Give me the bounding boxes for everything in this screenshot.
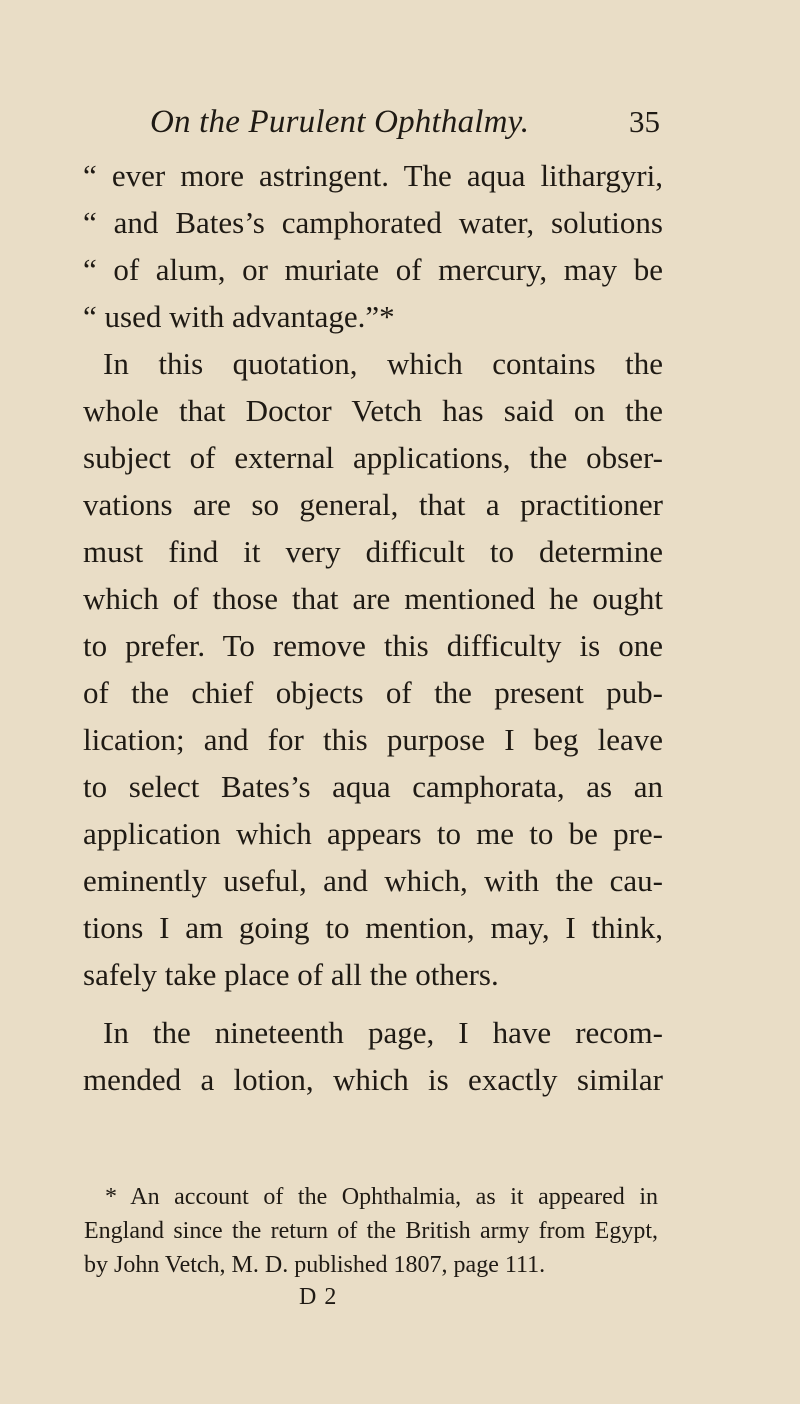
text-line: of the chief objects of the present pub-: [83, 675, 663, 710]
paragraph-gap: [83, 998, 663, 1009]
body-text: [83, 152, 663, 1103]
signature-mark: D 2: [299, 1284, 338, 1310]
footnote-line: by John Vetch, M. D. published 1807, page 111.: [84, 1252, 546, 1278]
text-line: In the nineteenth page, I have recom-: [103, 1015, 663, 1050]
text-line: “ of alum, or muriate of mercury, may be: [83, 252, 663, 287]
text-line: safely take place of all the others.: [83, 957, 499, 992]
text-line: tions I am going to mention, may, I think,: [83, 910, 663, 945]
footnote-line: England since the return of the British army from Egypt,: [84, 1218, 658, 1244]
text-line: eminently useful, and which, with the cau-: [83, 863, 663, 898]
text-line: “ ever more astringent. The aqua lithargyri,: [83, 158, 663, 193]
page-header: [150, 104, 660, 144]
text-line: In this quotation, which contains the: [103, 346, 663, 381]
running-title: On the Purulent Ophthalmy.: [150, 104, 530, 140]
text-line: “ used with advantage.”*: [83, 299, 395, 334]
text-line: which of those that are mentioned he ought: [83, 581, 663, 616]
text-line: application which appears to me to be pre-: [83, 816, 663, 851]
text-line: subject of external applications, the obser-: [83, 440, 663, 475]
text-line: vations are so general, that a practitioner: [83, 487, 663, 522]
text-line: “ and Bates’s camphorated water, solutions: [83, 205, 663, 240]
text-line: whole that Doctor Vetch has said on the: [83, 393, 663, 428]
text-line: to prefer. To remove this difficulty is one: [83, 628, 663, 663]
text-line: must find it very difficult to determine: [83, 534, 663, 569]
footnote-line: * An account of the Ophthalmia, as it appeared in: [105, 1184, 658, 1210]
text-line: to select Bates’s aqua camphorata, as an: [83, 769, 663, 804]
text-line: mended a lotion, which is exactly similar: [83, 1062, 663, 1097]
text-line: lication; and for this purpose I beg leave: [83, 722, 663, 757]
page-number: 35: [629, 104, 660, 139]
footnote: [84, 1180, 658, 1282]
